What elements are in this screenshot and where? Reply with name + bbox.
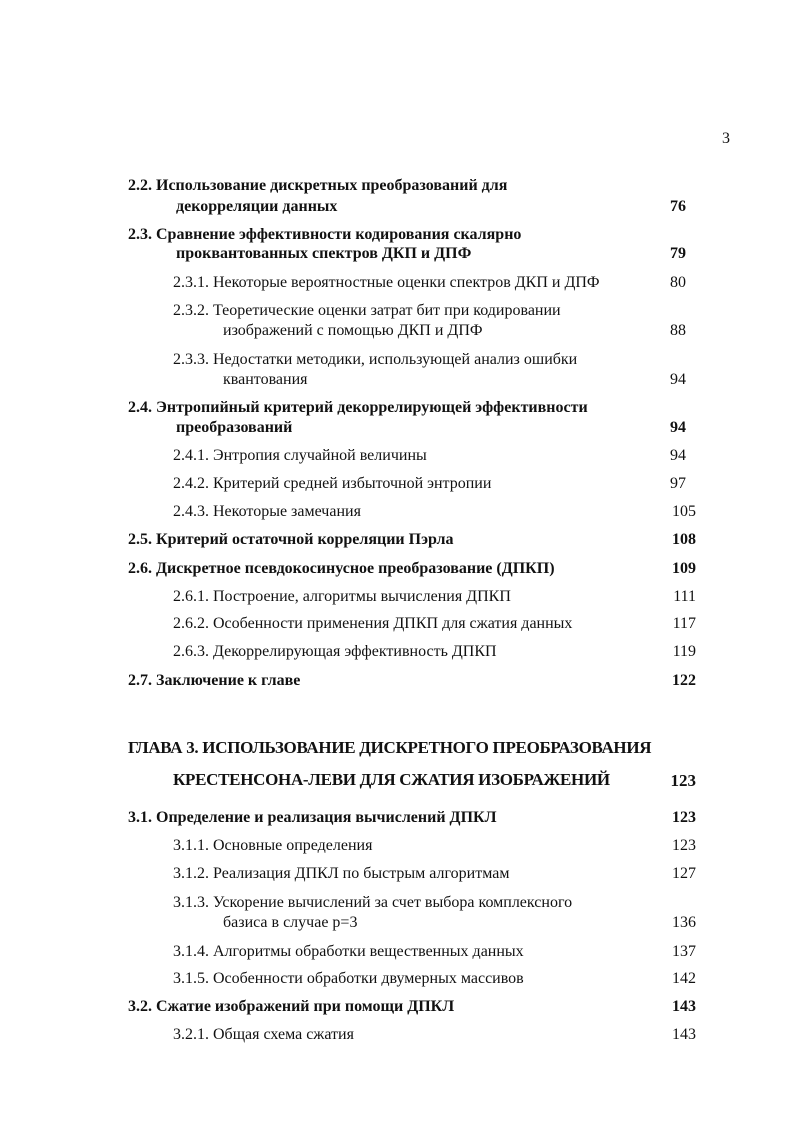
toc-page-3-1-4: 137: [672, 943, 696, 960]
toc-entry-number: 2.7.: [128, 672, 152, 689]
toc-page-3-1-3: 136: [672, 914, 696, 931]
toc-entry-3-1-1: [173, 836, 372, 856]
toc-entry-3-1-3: [173, 893, 572, 913]
toc-entry-3-2: [128, 997, 454, 1017]
toc-entry-2-6-1: [173, 587, 511, 607]
toc-entry-title: Особенности применения ДПКП для сжатия данных: [213, 615, 573, 632]
toc-entry-2-6: [128, 559, 555, 579]
toc-entry-2-2-cont: декорреляции данных: [176, 198, 338, 215]
toc-entry-title: Алгоритмы обработки вещественных данных: [213, 943, 524, 960]
toc-entry-title: Декоррелирующая эффективность ДПКП: [213, 643, 497, 660]
toc-entry-number: 3.2.: [128, 998, 152, 1015]
toc-entry-title: Общая схема сжатия: [213, 1026, 354, 1043]
toc-entry-number: 3.1.: [128, 809, 152, 826]
toc-page-2-6-2: 117: [672, 615, 696, 632]
toc-page-2-3-1: 80: [670, 274, 686, 291]
toc-entry-2-4-3: [173, 502, 361, 522]
chapter-title-line-2: КРЕСТЕНСОНА-ЛЕВИ ДЛЯ СЖАТИЯ ИЗОБРАЖЕНИЙ: [173, 770, 610, 789]
toc-entry-2-2: [128, 176, 507, 196]
toc-entry-number: 3.1.2.: [173, 865, 209, 882]
toc-page-3-2: 143: [672, 998, 696, 1015]
toc-page-3-1-1: 123: [672, 837, 696, 854]
toc-entry-title: Определение и реализация вычислений ДПКЛ: [156, 809, 497, 826]
toc-entry-number: 2.6.: [128, 560, 152, 577]
toc-entry-3-1: [128, 808, 497, 828]
toc-entry-number: 2.3.: [128, 226, 152, 243]
toc-entry-number: 2.6.2.: [173, 615, 209, 632]
toc-entry-number: 2.2.: [128, 177, 152, 194]
toc-page-2-3-3: 94: [670, 371, 686, 388]
toc-entry-title: Построение, алгоритмы вычисления ДПКП: [213, 588, 511, 605]
page-number: 3: [722, 130, 730, 147]
toc-entry-2-6-2: [173, 614, 572, 634]
toc-entry-2-3-1: [173, 273, 600, 293]
toc-page-2-6: 109: [672, 560, 696, 577]
toc-entry-title: Некоторые вероятностные оценки спектров ДКП и ДПФ: [213, 274, 600, 291]
toc-entry-title: Использование дискретных преобразований для: [156, 177, 508, 194]
toc-entry-3-1-5: [173, 969, 524, 989]
toc-entry-number: 2.6.3.: [173, 643, 209, 660]
toc-entry-2-5: [128, 530, 453, 550]
toc-entry-2-3-cont: проквантованных спектров ДКП и ДПФ: [176, 245, 472, 262]
toc-page-2-6-3: 119: [672, 643, 696, 660]
toc-entry-3-1-4: [173, 942, 524, 962]
toc-page-2-4: 94: [670, 419, 686, 436]
toc-entry-2-4-cont: преобразований: [176, 419, 293, 436]
toc-entry-2-3-3-cont: квантования: [223, 371, 308, 388]
toc-entry-title: Основные определения: [213, 837, 373, 854]
toc-entry-number: 3.1.5.: [173, 970, 209, 987]
toc-entry-number: 3.2.1.: [173, 1026, 209, 1043]
toc-page-3-2-1: 143: [672, 1026, 696, 1043]
toc-entry-number: 3.1.1.: [173, 837, 209, 854]
toc-entry-2-3: [128, 225, 521, 245]
toc-page-2-3-2: 88: [670, 322, 686, 339]
toc-entry-2-6-3: [173, 642, 497, 662]
toc-entry-2-7: [128, 671, 300, 691]
toc-page-2-4-1: 94: [670, 447, 686, 464]
toc-entry-number: 3.1.3.: [173, 894, 209, 911]
toc-page-2-3: 79: [670, 245, 686, 262]
toc-entry-2-4-2: [173, 474, 491, 494]
toc-entry-title: Недостатки методики, использующей анализ ошибки: [213, 351, 578, 368]
toc-page-2-6-1: 111: [673, 588, 696, 605]
toc-entry-number: 2.3.3.: [173, 351, 209, 368]
toc-entry-title: Ускорение вычислений за счет выбора комплексного: [213, 894, 573, 911]
toc-entry-title: Сравнение эффективности кодирования скалярно: [156, 226, 522, 243]
toc-page-2-2: 76: [670, 198, 686, 215]
toc-page-3-1-5: 142: [672, 970, 696, 987]
toc-entry-number: 2.3.2.: [173, 302, 209, 319]
toc-entry-title: Реализация ДПКЛ по быстрым алгоритмам: [213, 865, 510, 882]
toc-entry-number: 2.4.: [128, 399, 152, 416]
toc-entry-3-1-2: [173, 864, 509, 884]
toc-entry-number: 2.3.1.: [173, 274, 209, 291]
toc-entry-title: Критерий остаточной корреляции Пэрла: [156, 531, 454, 548]
toc-entry-title: Энтропийный критерий декоррелирующей эффективности: [156, 399, 588, 416]
toc-page-2-4-3: 105: [672, 503, 696, 520]
toc-page-3-1: 123: [672, 809, 696, 826]
toc-page-2-4-2: 97: [670, 475, 686, 492]
toc-entry-3-1-3-cont: базиса в случае p=3: [223, 914, 358, 931]
toc-entry-3-2-1: [173, 1025, 354, 1045]
toc-page-2-5: 108: [672, 531, 696, 548]
toc-entry-number: 2.4.2.: [173, 475, 209, 492]
toc-entry-number: 2.6.1.: [173, 588, 209, 605]
toc-entry-title: Теоретические оценки затрат бит при кодировании: [213, 302, 561, 319]
toc-entry-number: 2.5.: [128, 531, 152, 548]
toc-entry-2-4: [128, 398, 588, 418]
toc-entry-number: 3.1.4.: [173, 943, 209, 960]
toc-page-2-7: 122: [672, 672, 696, 689]
toc-entry-2-3-2-cont: изображений с помощью ДКП и ДПФ: [223, 322, 483, 339]
toc-entry-2-4-1: [173, 446, 427, 466]
toc-entry-number: 2.4.3.: [173, 503, 209, 520]
toc-entry-2-3-3: [173, 350, 577, 370]
toc-entry-title: Дискретное псевдокосинусное преобразование (ДПКП): [156, 560, 555, 577]
toc-entry-title: Энтропия случайной величины: [213, 447, 427, 464]
chapter-title-line-1: ГЛАВА 3. ИСПОЛЬЗОВАНИЕ ДИСКРЕТНОГО ПРЕОБРАЗОВАНИЯ: [128, 738, 652, 757]
toc-entry-number: 2.4.1.: [173, 447, 209, 464]
toc-entry-title: Сжатие изображений при помощи ДПКЛ: [156, 998, 455, 1015]
toc-page-chapter-3: 123: [670, 771, 696, 790]
toc-entry-2-3-2: [173, 301, 561, 321]
toc-entry-title: Критерий средней избыточной энтропии: [213, 475, 492, 492]
toc-page-3-1-2: 127: [672, 865, 696, 882]
toc-entry-title: Заключение к главе: [156, 672, 301, 689]
toc-entry-title: Особенности обработки двумерных массивов: [213, 970, 524, 987]
toc-entry-title: Некоторые замечания: [213, 503, 361, 520]
